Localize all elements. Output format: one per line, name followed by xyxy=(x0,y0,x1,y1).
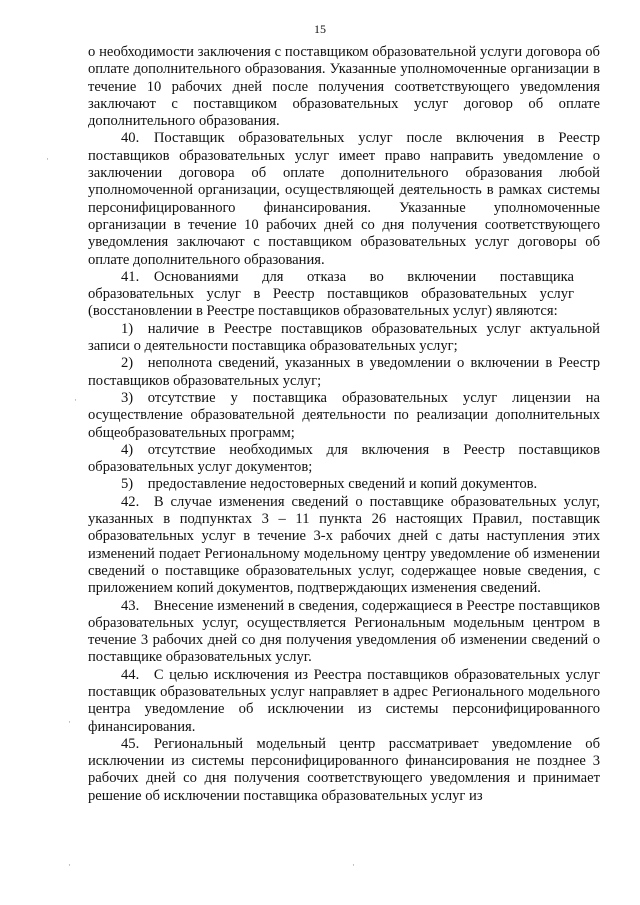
paragraph-41-item-5: 5) предоставление недостоверных сведений и копий документов. xyxy=(121,476,538,493)
paragraph-41-item-2: 2) неполнота сведений, указанных в уведомлении о включении в Реестр поставщиков образовательных услуг; xyxy=(88,355,600,389)
document-body xyxy=(88,44,600,805)
scan-speck: · xyxy=(68,717,71,727)
paragraph-41-item-1: 1) наличие в Реестре поставщиков образовательных услуг актуальной записи о деятельности поставщика образовательных услуг; xyxy=(88,320,600,355)
scan-speck: · xyxy=(68,860,71,870)
paragraph-continuation: о необходимости заключения с поставщиком образовательной услуги договора об оплате дополнительного образования. Указанные уполномоченные организации в течение 10 рабочих дней после получения соответствующего уведомления заключают с поставщиком образовательных услуг договор об оплате дополнительного образования. xyxy=(88,44,600,130)
scan-speck: · xyxy=(46,154,49,164)
paragraph-45: 45. Региональный модельный центр рассматривает уведомление об исключении из системы персонифицированного финансирования не позднее 3 рабочих дней со дня получения соответствующего уведомления и принимает решение об исключении поставщика образовательных услуг из xyxy=(88,735,600,804)
paragraph-42: 42. В случае изменения сведений о поставщике образовательных услуг, указанных в подпунктах 3 – 11 пункта 26 настоящих Правил, поставщик образовательных услуг в течение 3-х рабочих дней с даты наступления этих изменений подает Региональному модельному центру уведомление об изменении сведений о поставщике образовательных услуг, содержащее новые сведения, с приложением копий документов, подтверждающих изменения сведений. xyxy=(88,493,600,597)
page-number: 15 xyxy=(314,22,326,36)
paragraph-40: 40. Поставщик образовательных услуг после включения в Реестр поставщиков образовательных услуг имеет право направить уведомление о заключении договора об оплате дополнительного образования любой уполномоченной организации, осуществляющей деятельность в рамках системы персонифицированного финансирования. Указанные уполномоченные организации в течение 10 рабочих дней со дня получения соответствующего уведомления заключают с поставщиком образовательных услуг договоры об оплате дополнительного образования. xyxy=(88,130,600,268)
paragraph-41-item-4: 4) отсутствие необходимых для включения в Реестр поставщиков образовательных услуг документов; xyxy=(88,441,600,476)
paragraph-41: 41. Основаниями для отказа во включении поставщика образовательных услуг в Реестр поставщиков образовательных услуг (восстановлении в Реестре поставщиков образовательных услуг) являются: xyxy=(88,268,574,320)
paragraph-43: 43. Внесение изменений в сведения, содержащиеся в Реестре поставщиков образовательных услуг, осуществляется Региональным модельным центром в течение 3 рабочих дней со дня получения уведомления об изменении сведений о поставщике образовательных услуг. xyxy=(88,597,600,666)
scan-speck: · xyxy=(352,860,355,870)
scan-speck: · xyxy=(74,395,77,405)
paragraph-41-item-3: 3) отсутствие у поставщика образовательных услуг лицензии на осуществление образовательной деятельности по реализации дополнительных общеобразовательных программ; xyxy=(88,389,600,441)
paragraph-44: 44. С целью исключения из Реестра поставщиков образовательных услуг поставщик образовательных услуг направляет в адрес Регионального модельного центра уведомление об исключении из системы персонифицированного финансирования. xyxy=(88,666,600,735)
